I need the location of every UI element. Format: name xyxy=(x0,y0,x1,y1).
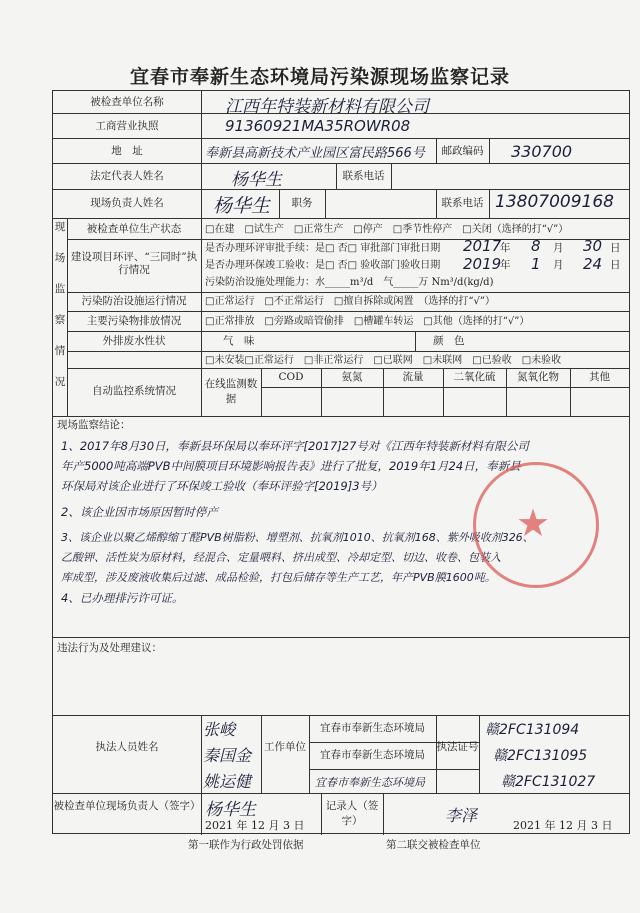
legal-rep-value: 杨华生 xyxy=(231,170,282,190)
official-seal xyxy=(473,462,599,588)
recorder-signature: 李泽 xyxy=(445,806,478,825)
officers-label: 执法人员姓名 xyxy=(95,741,159,753)
form-title: 宜春市奉新生态环境局污染源现场监察记录 xyxy=(129,66,510,88)
side-char: 情 xyxy=(54,345,66,357)
eia-row: 污染防治设施处理能力：水_____m³/d 气_____万 Nm³/d(kg/d) xyxy=(205,277,494,288)
postcode-label: 邮政编码 xyxy=(441,145,484,157)
monitor-header: 氨氮 xyxy=(341,371,363,383)
main-discharge-options: □正常排放 □旁路或暗管偷排 □槽罐车转运 □其他（选择的打“√”） xyxy=(205,316,530,327)
monitor-header: 流量 xyxy=(402,371,424,383)
acceptance-day: 24 xyxy=(583,255,603,273)
color-label: 颜 色 xyxy=(433,335,465,347)
monitor-header: 其他 xyxy=(589,371,610,383)
position-label: 职务 xyxy=(291,197,313,209)
eia-exec-label: 建设项目环评、“三同时”执行情况 xyxy=(70,251,198,276)
pollution-op-label: 污染防治设施运行情况 xyxy=(81,295,187,307)
footer-copy-two: 第二联交被检查单位 xyxy=(386,839,481,851)
contact-phone-label: 联系电话 xyxy=(342,170,385,182)
legal-rep-label: 法定代表人姓名 xyxy=(90,170,164,182)
findings-line: 库成型，涉及废液收集后过滤、成品检验，打包后储存等生产工艺，年产PVB膜1600吨。 xyxy=(61,571,496,584)
work-unit-value: 宜春市奉新生态环境局 xyxy=(315,776,425,789)
findings-label: 现场监察结论： xyxy=(57,419,131,431)
approval-year: 2017 xyxy=(463,237,502,255)
pollution-op-options: □正常运行 □不正常运行 □擅自拆除或闲置 （选择的打“√”） xyxy=(205,296,495,307)
phone-value: 13807009168 xyxy=(495,192,614,212)
eia-row: 是否办理环保竣工验收：是□ 否□ 验收部门验收日期 xyxy=(205,260,441,271)
onsite-head-value: 杨华生 xyxy=(213,195,271,217)
monitor-header: 氮氧化物 xyxy=(517,371,559,383)
online-data-label: 在线监测数据 xyxy=(204,378,258,405)
approval-year-unit: 年 xyxy=(500,242,511,254)
approval-month: 8 xyxy=(531,237,541,255)
acceptance-year: 2019 xyxy=(463,255,502,273)
side-label xyxy=(53,221,67,389)
unit-name-value: 江西年特装新材料有限公司 xyxy=(225,97,429,117)
work-unit-value: 宜春市奉新生态环境局 xyxy=(320,722,425,734)
rep-signature: 杨华生 xyxy=(205,800,256,820)
findings-line: 4、已办理排污许可证。 xyxy=(61,591,184,605)
work-unit-value: 宜春市奉新生态环境局 xyxy=(320,749,425,761)
recorder-sign-date: 2021 年 12 月 3 日 xyxy=(513,819,613,832)
seal-star-icon: ★ xyxy=(516,501,551,545)
officer-name: 张峻 xyxy=(203,720,236,739)
unit-name-label: 被检查单位名称 xyxy=(90,96,164,108)
prod-status-label: 被检查单位生产状态 xyxy=(86,223,182,235)
rep-sign-date: 2021 年 12 月 3 日 xyxy=(205,819,305,832)
address-label: 地 址 xyxy=(111,145,143,157)
findings-line: 年产5000吨高端PVB中间膜项目环境影响报告表》进行了批复，2019年1月24日，奉新县 xyxy=(61,459,521,473)
cert-number: 赣2FC131094 xyxy=(485,722,580,738)
onsite-head-label: 现场负责人姓名 xyxy=(90,197,164,209)
approval-day: 30 xyxy=(583,237,603,255)
approval-day-unit: 日 xyxy=(610,242,621,254)
findings-line: 乙酸钾、活性炭为原材料，经混合、定量喂料、挤出成型、冷却定型、切边、收卷、包装入 xyxy=(61,551,501,564)
license-value: 91360921MA35ROWR08 xyxy=(225,117,411,135)
findings-line: 3、该企业以聚乙烯醇缩丁醛PVB树脂粉、增塑剂、抗氧剂1010、抗氧剂168、紫外吸收剂326、 xyxy=(61,531,534,544)
acceptance-month: 1 xyxy=(531,255,541,273)
sign-rep-label: 被检查单位现场负责人（签字） xyxy=(53,800,201,812)
phone-label: 联系电话 xyxy=(441,197,484,209)
side-char: 场 xyxy=(54,252,66,264)
approval-month-unit: 月 xyxy=(553,242,564,254)
side-char: 现 xyxy=(54,221,66,233)
license-label: 工商营业执照 xyxy=(95,120,159,132)
auto-monitor-options: □未安装□正常运行 □非正常运行 □已联网 □未联网 □已验收 □未验收 xyxy=(205,355,562,366)
address-value: 奉新县高新技术产业园区富民路566号 xyxy=(205,146,425,161)
findings-line: 1、2017年8月30日，奉新县环保局以奉环评字[2017]27号对《江西年特装新材料有限公司 xyxy=(61,439,529,453)
smell-label: 气 味 xyxy=(223,335,255,347)
main-discharge-label: 主要污染物排放情况 xyxy=(86,315,182,327)
side-char: 监 xyxy=(54,283,66,295)
auto-monitor-label: 自动监控系统情况 xyxy=(92,385,176,397)
officer-name: 秦国金 xyxy=(203,746,252,765)
prod-status-options: □在建 □试生产 □正常生产 □停产 □季节性停产 □关闭（选择的打“√”） xyxy=(205,224,569,235)
side-char: 察 xyxy=(54,314,66,326)
cert-number: 赣2FC131095 xyxy=(493,748,588,764)
postcode-value: 330700 xyxy=(511,142,573,161)
violation-label: 违法行为及处理建议： xyxy=(57,642,162,654)
acceptance-year-unit: 年 xyxy=(500,259,511,271)
monitor-header: COD xyxy=(278,371,304,383)
findings-line: 2、该企业因市场原因暂时停产 xyxy=(61,505,218,519)
recorder-label: 记录人（签字） xyxy=(325,800,379,827)
work-unit-label: 工作单位 xyxy=(264,741,306,753)
cert-number: 赣2FC131027 xyxy=(501,774,596,790)
acceptance-month-unit: 月 xyxy=(553,259,564,271)
waste-water-label: 外排废水性状 xyxy=(102,335,166,347)
cert-label: 执法证号 xyxy=(436,741,479,753)
eia-row: 是否办理环评审批手续：是□ 否□ 审批部门审批日期 xyxy=(205,243,441,254)
monitor-header: 二氧化硫 xyxy=(453,371,496,383)
side-char: 况 xyxy=(54,376,66,388)
officer-name: 姚运健 xyxy=(203,772,252,791)
footer-copy-one: 第一联作为行政处罚依据 xyxy=(188,839,304,851)
findings-line: 环保局对该企业进行了环保竣工验收（奉环评验字[2019]3号） xyxy=(61,479,383,493)
acceptance-day-unit: 日 xyxy=(610,259,621,271)
